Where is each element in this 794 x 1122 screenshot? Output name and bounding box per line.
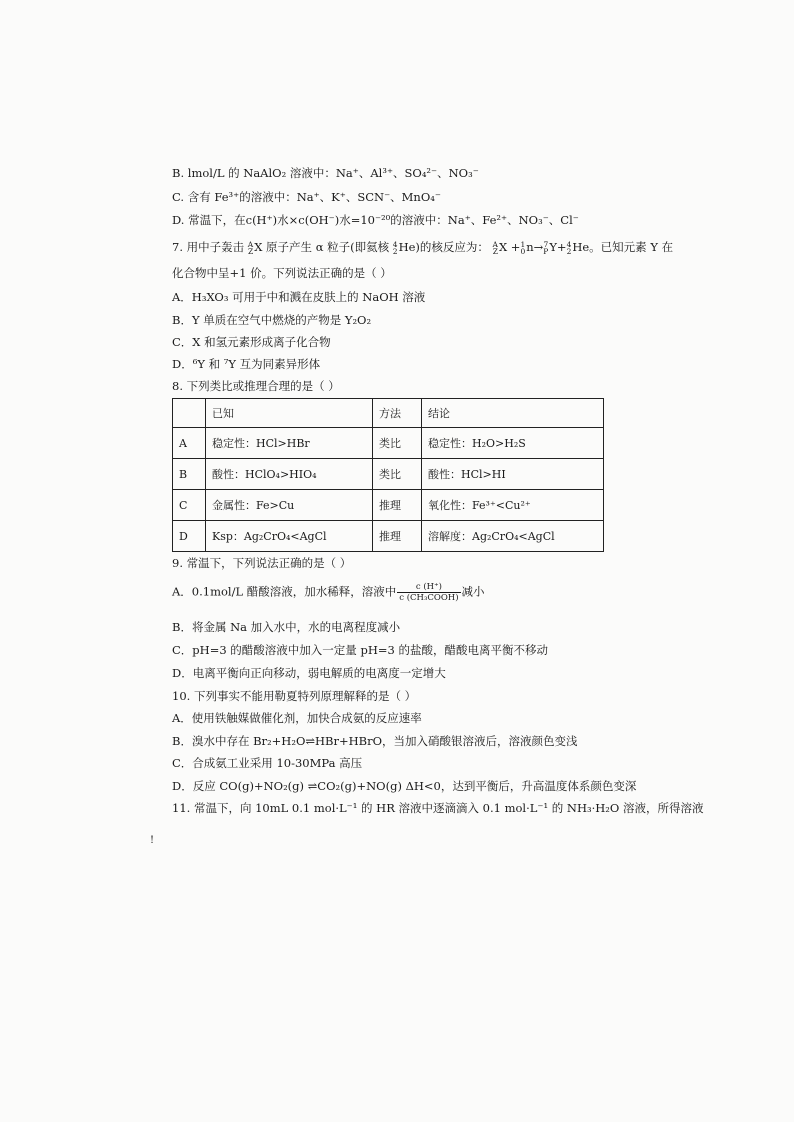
header-conclusion: 结论 <box>422 399 604 428</box>
q9-stem: 9. 常温下，下列说法正确的是（ ） <box>172 556 352 570</box>
q7-option-a: A．H₃XO₃ 可用于中和溅在皮肤上的 NaOH 溶液 <box>172 290 426 304</box>
q7-stem: 7. 用中子轰击 A ZX 原子产生 α 粒子(即氦核 4 2He)的核反应为： A ZX +1 0n→7 PY+4 2He。已知元素 Y 在 <box>172 240 674 256</box>
table-row: C 金属性：Fe>Cu 推理 氧化性：Fe³⁺<Cu²⁺ <box>173 490 604 521</box>
q6-option-b: B. lmol/L 的 NaAlO₂ 溶液中：Na⁺、Al³⁺、SO₄²⁻、NO₃⁻ <box>172 166 479 180</box>
header-method: 方法 <box>373 399 422 428</box>
q7-stem-cont: 化合物中呈+1 价。下列说法正确的是（ ） <box>172 266 392 280</box>
table-header-row <box>173 399 604 428</box>
table-row: D Ksp：Ag₂CrO₄<AgCl 推理 溶解度：Ag₂CrO₄<AgCl <box>173 521 604 552</box>
table-row: B 酸性：HClO₄>HIO₄ 类比 酸性：HCl>HI <box>173 459 604 490</box>
q6-option-d: D. 常温下，在c(H⁺)水×c(OH⁻)水=10⁻²⁰的溶液中：Na⁺、Fe²⁺、NO₃⁻、Cl⁻ <box>172 213 579 227</box>
q6-option-c: C. 含有 Fe³⁺的溶液中：Na⁺、K⁺、SCN⁻、MnO₄⁻ <box>172 190 441 204</box>
nuclide-he: 4 2 <box>392 240 398 256</box>
q9-option-d: D．电离平衡向正向移动，弱电解质的电离度一定增大 <box>172 666 446 680</box>
margin-mark: ! <box>150 835 155 846</box>
q11-stem: 11. 常温下，向 10mL 0.1 mol·L⁻¹ 的 HR 溶液中逐滴滴入 0.1 mol·L⁻¹ 的 NH₃·H₂O 溶液，所得溶液 <box>172 801 704 815</box>
q7-option-c: C．X 和氢元素形成离子化合物 <box>172 335 331 349</box>
header-known: 已知 <box>206 399 373 428</box>
q9-option-b: B．将金属 Na 加入水中，水的电离程度减小 <box>172 620 401 634</box>
q8-table <box>172 398 604 552</box>
q10-stem: 10. 下列事实不能用勒夏特列原理解释的是（ ） <box>172 689 417 703</box>
q9-option-c: C．pH=3 的醋酸溶液中加入一定量 pH=3 的盐酸，醋酸电离平衡不移动 <box>172 643 548 657</box>
q9-option-a: A．0.1mol/L 醋酸溶液，加水稀释，溶液中 $\frac{c (H^+)}{\text{c (CH₃COOH)}}$ 减小 <box>172 582 485 603</box>
q10-option-a: A．使用铁触媒做催化剂，加快合成氨的反应速率 <box>172 711 422 725</box>
table-row: A 稳定性：HCl>HBr 类比 稳定性：H₂O>H₂S <box>173 428 604 459</box>
nuclide-x: A Z <box>247 240 254 256</box>
ratio-fraction: $\frac{c (H^+)}{\text{c (CH₃COOH)}}$ <box>399 582 459 603</box>
q8-stem: 8. 下列类比或推理合理的是（ ） <box>172 379 340 393</box>
water-ion-product: c(H⁺)水×c(OH⁻)水=10⁻²⁰ <box>245 213 391 227</box>
q7-option-b: B．Y 单质在空气中燃烧的产物是 Y₂O₂ <box>172 313 372 327</box>
q10-option-d: D．反应 CO(g)+NO₂(g) ⇌CO₂(g)+NO(g) ΔH<0，达到平衡后，升高温度体系颜色变深 <box>172 779 637 793</box>
q10-option-b: B．溴水中存在 Br₂+H₂O⇌HBr+HBrO，当加入硝酸银溶液后，溶液颜色变浅 <box>172 734 578 748</box>
q10-option-c: C．合成氨工业采用 10-30MPa 高压 <box>172 756 363 770</box>
q7-option-d: D．⁶Y 和 ⁷Y 互为同素异形体 <box>172 357 321 371</box>
